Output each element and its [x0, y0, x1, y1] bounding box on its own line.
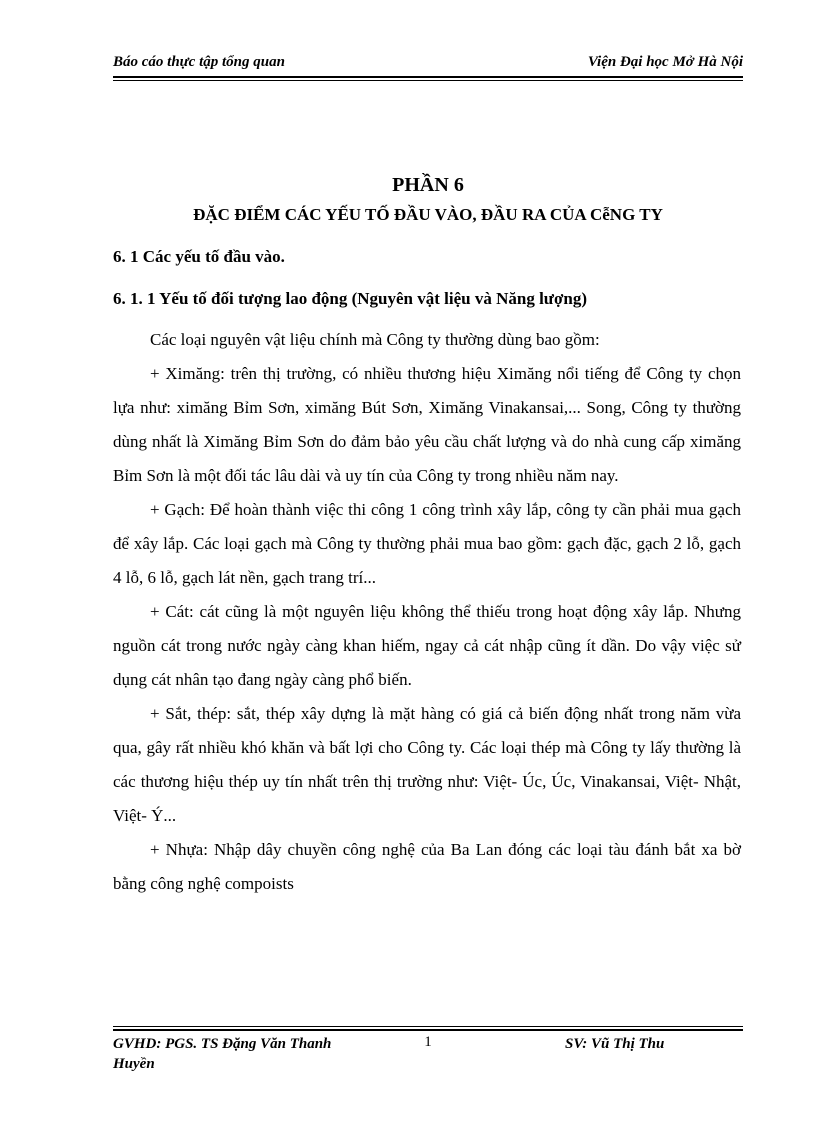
- paragraph-ximang: + Ximăng: trên thị trường, có nhiều thương hiệu Ximăng nổi tiếng để Công ty chọn lựa như: ximăng Bỉm Sơn, ximăng Bút Sơn, Ximăng Vinakansai,... Song, Công ty thường dùng nhất là Ximăng Bỉm Sơn do đảm bảo yêu cầu chất lượng và do nhà cung cấp ximăng Bỉm Sơn là một đối tác lâu dài và uy tín của Công ty trong nhiều năm nay.: [113, 364, 741, 485]
- header-report-title: Báo cáo thực tập tổng quan: [113, 54, 285, 70]
- header-institution: Viện Đại học Mở Hà Nội: [587, 54, 743, 70]
- page-number: 1: [424, 1034, 432, 1050]
- section-heading: 6. 1 Các yếu tố đầu vào.: [113, 247, 285, 266]
- footer-divider: [113, 1026, 743, 1031]
- paragraph-cat: + Cát: cát cũng là một nguyên liệu không thể thiếu trong hoạt động xây lắp. Nhưng nguồn cát trong nước ngày càng khan hiếm, ngay cả cát nhập cũng ít dần. Do vậy việc sử dụng cát nhân tạo đang ngày càng phổ biến.: [113, 602, 741, 689]
- paragraph-gach: + Gạch: Để hoàn thành việc thi công 1 công trình xây lắp, công ty cần phải mua gạch để xây lắp. Các loại gạch mà Công ty thường phải mua bao gồm: gạch đặc, gạch 2 lỗ, gạch 4 lỗ, 6 lỗ, gạch lát nền, gạch trang trí...: [113, 500, 741, 587]
- paragraph-intro: Các loại nguyên vật liệu chính mà Công ty thường dùng bao gồm:: [150, 330, 600, 349]
- footer-advisor: GVHD: PGS. TS Đặng Văn Thanh Huyền: [113, 1036, 332, 1072]
- paragraph-nhua: + Nhựa: Nhập dây chuyền công nghệ của Ba Lan đóng các loại tàu đánh bắt xa bờ bằng công nghệ compoists: [113, 840, 741, 893]
- body-text: [113, 323, 741, 901]
- page-header: [113, 50, 743, 74]
- subsection-heading: 6. 1. 1 Yếu tố đối tượng lao động (Nguyên vật liệu và Năng lượng): [113, 289, 588, 308]
- part-title: PHẦN 6: [392, 174, 464, 196]
- paragraph-sat-thep: + Sắt, thép: sắt, thép xây dựng là mặt hàng có giá cả biến động nhất trong năm vừa qua, gây rất nhiều khó khăn và bất lợi cho Công ty. Các loại thép mà Công ty lấy thường là các thương hiệu thép uy tín nhất trên thị trường như: Việt- Úc, Úc, Vinakansai, Việt- Nhật, Việt- Ý...: [113, 704, 741, 825]
- part-subtitle: ĐẶC ĐIỂM CÁC YẾU TỐ ĐẦU VÀO, ĐẦU RA CỦA CễNG TY: [193, 205, 663, 224]
- footer-student: SV: Vũ Thị Thu: [565, 1036, 665, 1052]
- page-footer: [113, 1034, 743, 1074]
- header-divider: [113, 76, 743, 81]
